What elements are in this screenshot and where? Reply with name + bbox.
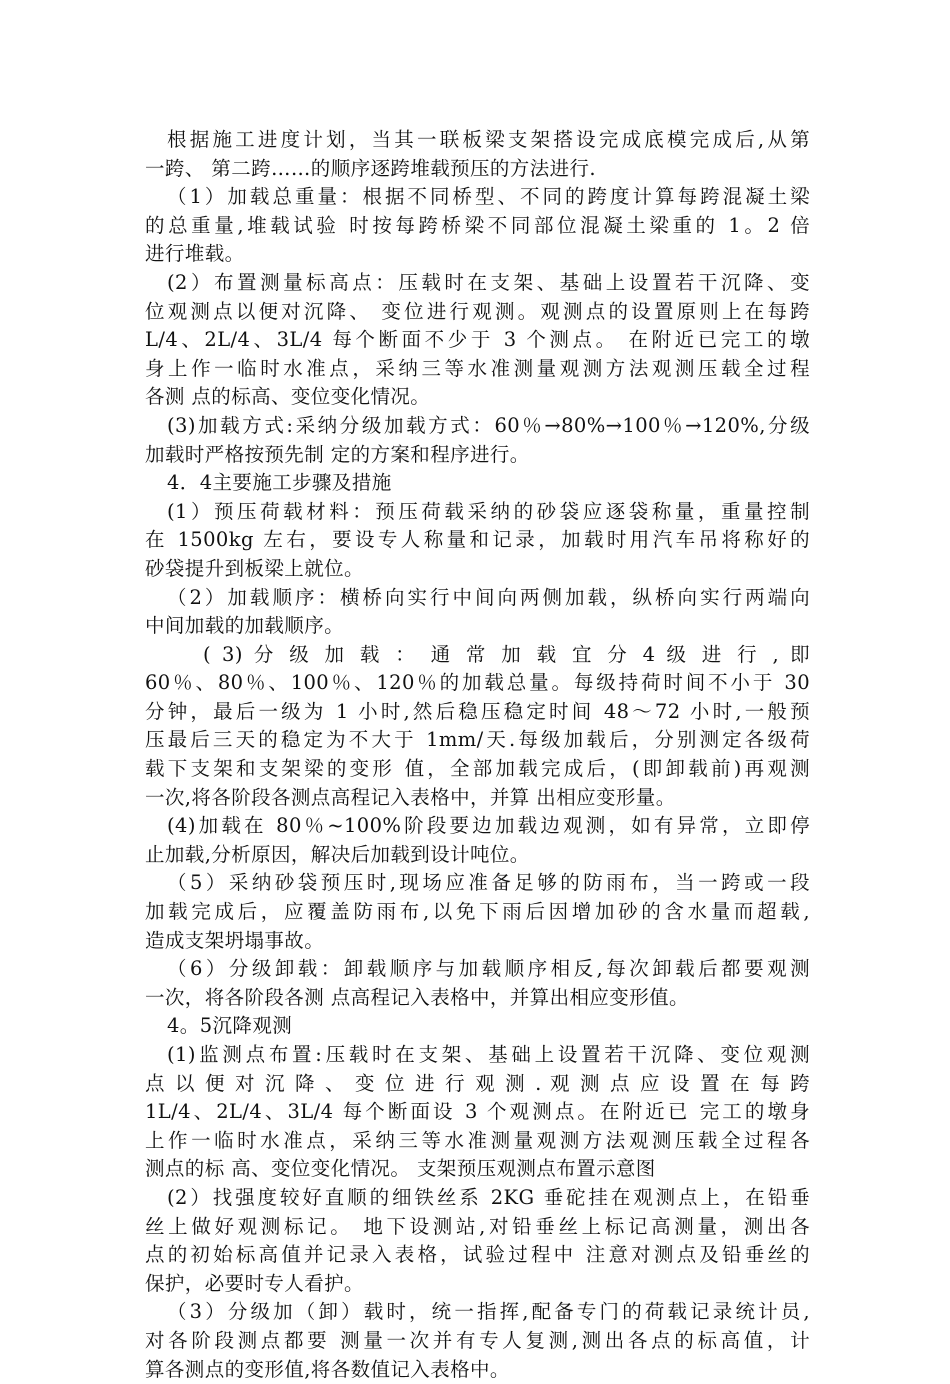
text-line: 根据施工进度计划，当其一联板梁支架搭设完成底模完成后,从第 bbox=[167, 128, 810, 151]
text-line: 60％、80％、100％、120％的加载总量。每级持荷时间不小于 30 bbox=[145, 671, 810, 695]
text-line: 载下支架和支架梁的变形 值，全部加载完成后，(即卸载前)再观测 bbox=[145, 757, 810, 781]
text-line: (2）布置测量标高点：压载时在支架、基础上设置若干沉降、变 bbox=[167, 270, 810, 294]
text-line: 砂袋提升到板梁上就位。 bbox=[145, 556, 364, 580]
text-line: 身上作一临时水准点，采纳三等水准测量观测方法观测压载全过程 bbox=[145, 356, 810, 380]
text-line: 点 以 便 对 沉 降 、 变 位 进 行 观 测 . 观 测 点 应 设 置 在 每 跨 bbox=[145, 1071, 810, 1095]
text-line: （6）分级卸载：卸载顺序与加载顺序相反,每次卸载后都要观测 bbox=[167, 957, 810, 981]
text-line: 分钟，最后一级为 1 小时,然后稳压稳定时间 48～72 小时,一般预 bbox=[145, 699, 810, 723]
text-line: 一次，将各阶段各测 点高程记入表格中，并算出相应变形值。 bbox=[145, 985, 689, 1009]
text-line: 位观测点以便对沉降、 变位进行观测。观测点的设置原则上在每跨 bbox=[145, 299, 810, 323]
text-line: （1）加载总重量：根据不同桥型、不同的跨度计算每跨混凝土梁 bbox=[167, 185, 810, 209]
text-line: 加载时严格按预先制 定的方案和程序进行。 bbox=[145, 442, 530, 466]
text-line: （2）加载顺序：横桥向实行中间向两侧加载，纵桥向实行两端向 bbox=[167, 585, 810, 609]
text-line: 上作一临时水准点，采纳三等水准测量观测方法观测压载全过程各 bbox=[145, 1128, 810, 1152]
text-line: 压最后三天的稳定为不大于 1mm/天.每级加载后，分别测定各级荷 bbox=[145, 728, 810, 752]
text-line: 造成支架坍塌事故。 bbox=[145, 928, 325, 952]
text-line: (1）预压荷载材料：预压荷载采纳的砂袋应逐袋称量，重量控制 bbox=[167, 499, 810, 523]
text-line: 止加载,分析原因，解决后加载到设计吨位。 bbox=[145, 842, 530, 866]
text-line: 测点的标 高、变位变化情况。 支架预压观测点布置示意图 bbox=[145, 1157, 656, 1181]
text-line: L/4、2L/4、3L/4 每个断面不少于 3 个测点。 在附近已完工的墩 bbox=[145, 328, 810, 352]
text-line: 进行堆载。 bbox=[145, 242, 245, 266]
text-line: 的总重量,堆载试验 时按每跨桥梁不同部位混凝土梁重的 1。2 倍 bbox=[145, 213, 810, 237]
text-line: ( 3) 分 级 加 载 ： 通 常 加 载 宜 分 4 级 进 行 , 即 bbox=[203, 642, 810, 666]
text-line: 点的初始标高值并记录入表格，试验过程中 注意对测点及铅垂丝的 bbox=[145, 1243, 810, 1267]
text-line: 丝上做好观测标记。 地下设测站,对铅垂丝上标记高测量，测出各 bbox=[145, 1214, 810, 1238]
text-line: （3）分级加（卸）载时，统一指挥,配备专门的荷载记录统计员, bbox=[167, 1300, 810, 1324]
text-line: 一跨、 第二跨……的顺序逐跨堆载预压的方法进行. bbox=[145, 156, 596, 180]
text-line: 加载完成后，应覆盖防雨布,以免下雨后因增加砂的含水量而超载, bbox=[145, 900, 810, 924]
text-line: 在 1500kg 左右，要设专人称量和记录，加载时用汽车吊将称好的 bbox=[145, 528, 810, 552]
document-body bbox=[145, 126, 810, 1384]
text-line: 4。5沉降观测 bbox=[167, 1014, 293, 1038]
text-line: (3)加载方式:采纳分级加载方式：60％→80%→100％→120%,分级 bbox=[167, 413, 810, 437]
text-line: 一次,将各阶段各测点高程记入表格中，并算 出相应变形量。 bbox=[145, 785, 676, 809]
text-line: 各测 点的标高、变位变化情况。 bbox=[145, 385, 431, 409]
text-line: 算各测点的变形值,将各数值记入表格中。 bbox=[145, 1357, 510, 1381]
text-line: （5）采纳砂袋预压时,现场应准备足够的防雨布，当一跨或一段 bbox=[167, 871, 810, 895]
text-line: 对各阶段测点都要 测量一次并有专人复测,测出各点的标高值，计 bbox=[145, 1328, 810, 1352]
text-line: (4)加载在 80％~100%阶段要边加载边观测，如有异常，立即停 bbox=[167, 814, 810, 838]
text-line: 保护，必要时专人看护。 bbox=[145, 1271, 364, 1295]
text-line: (2）找强度较好直顺的细铁丝系 2KG 垂砣挂在观测点上，在铅垂 bbox=[167, 1185, 810, 1209]
text-line: (1)监测点布置:压载时在支架、基础上设置若干沉降、变位观测 bbox=[167, 1043, 810, 1066]
text-line: 4．4主要施工步骤及措施 bbox=[167, 471, 392, 495]
text-line: 1L/4、2L/4、3L/4 每个断面设 3 个观测点。在附近已 完工的墩身 bbox=[145, 1100, 810, 1124]
text-line: 中间加载的加载顺序。 bbox=[145, 614, 345, 638]
